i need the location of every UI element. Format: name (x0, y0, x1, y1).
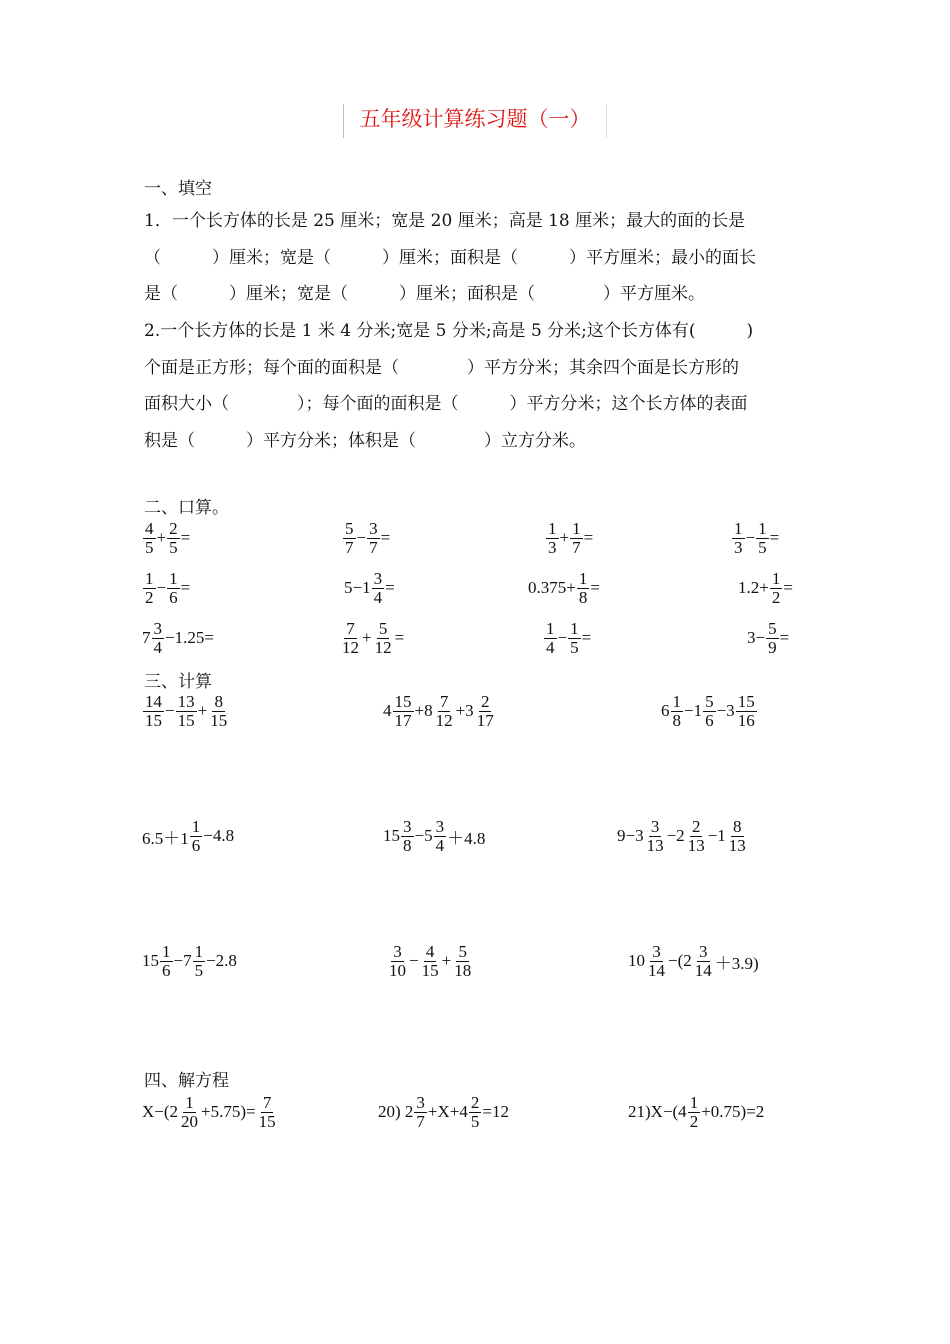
numerator: 3 (403, 817, 412, 836)
fraction (152, 620, 165, 657)
numerator: 5 (458, 942, 467, 961)
numerator: 1 (758, 519, 767, 538)
calculation-problem (142, 693, 230, 730)
numerator: 1 (185, 1093, 194, 1112)
numerator: 4 (145, 519, 154, 538)
denominator: 4 (153, 637, 162, 657)
expression-text: = (769, 528, 780, 548)
expression-text: −7 (173, 951, 192, 971)
fraction (703, 693, 716, 730)
fraction (756, 520, 769, 557)
fraction (469, 1094, 482, 1131)
question-1-line: 是（ ）厘米；宽是（ ）厘米；面积是（ ）平方厘米。 (144, 284, 705, 304)
fraction (340, 620, 361, 657)
expression-text: 4 (383, 701, 392, 721)
denominator: 15 (210, 710, 228, 730)
denominator: 13 (728, 835, 746, 855)
numerator: 8 (214, 692, 223, 711)
calculation-problem (661, 693, 758, 730)
denominator: 10 (389, 960, 406, 980)
fraction (143, 520, 156, 557)
expression-text: +8 (414, 701, 433, 721)
expression-text: 6.5＋1 (142, 828, 189, 848)
fraction (176, 693, 197, 730)
expression-text: − (356, 528, 367, 548)
mental-math-problem (747, 620, 789, 657)
mental-math-problem (543, 620, 591, 657)
expression-text: 15 (142, 951, 159, 971)
denominator: 13 (687, 835, 705, 855)
fraction (766, 620, 779, 657)
fraction (434, 693, 455, 730)
denominator: 7 (572, 537, 581, 557)
fraction (160, 943, 173, 980)
expression-text: 6 (661, 701, 670, 721)
mental-math-problem (545, 520, 593, 557)
numerator: 5 (705, 692, 714, 711)
denominator: 15 (421, 960, 439, 980)
fraction (770, 570, 783, 607)
numerator: 7 (346, 619, 355, 638)
mental-math-problem (731, 520, 779, 557)
numerator: 5 (378, 619, 388, 638)
fraction (546, 520, 559, 557)
expression-text: − (557, 628, 568, 648)
denominator: 18 (454, 960, 472, 980)
numerator: 2 (470, 1093, 480, 1112)
numerator: 1 (162, 942, 171, 961)
fraction (143, 693, 164, 730)
denominator: 17 (394, 710, 412, 730)
section-fill-blank-heading: 一、填空 (144, 179, 212, 199)
calculation-problem (386, 943, 474, 980)
expression-text: = (581, 628, 592, 648)
expression-text: X−(2 (142, 1102, 179, 1122)
fraction (167, 520, 180, 557)
fraction (475, 693, 496, 730)
denominator: 16 (737, 710, 755, 730)
fraction (671, 693, 684, 730)
question-1 (144, 203, 814, 313)
fraction (688, 1094, 701, 1131)
fraction (208, 693, 229, 730)
numerator: 3 (650, 817, 660, 836)
expression-text: − (745, 528, 756, 548)
numerator: 2 (691, 817, 701, 836)
expression-text: + (362, 628, 372, 648)
fraction (577, 570, 590, 607)
fraction (367, 520, 380, 557)
numerator: 3 (435, 817, 445, 836)
denominator: 4 (373, 587, 383, 607)
expression-text: = (380, 528, 391, 548)
denominator: 4 (546, 637, 555, 657)
fraction (727, 818, 748, 855)
denominator: 15 (258, 1111, 276, 1131)
denominator: 7 (369, 537, 378, 557)
numerator: 3 (699, 942, 708, 961)
mental-math-problem (738, 570, 793, 607)
expression-text: −1 (684, 701, 703, 721)
mental-math-problem (342, 520, 390, 557)
expression-text: ＋4.8 (447, 828, 486, 848)
numerator: 3 (369, 519, 378, 538)
denominator: 13 (646, 835, 664, 855)
expression-text: + (559, 528, 570, 548)
question-2 (144, 313, 814, 459)
expression-text: = (590, 578, 600, 598)
denominator: 5 (470, 1111, 480, 1131)
numerator: 2 (169, 519, 178, 538)
section-calculation-heading: 三、计算 (144, 672, 212, 692)
expression-text: −1.25= (165, 628, 214, 648)
denominator: 14 (648, 960, 665, 980)
equation-problem (628, 1094, 764, 1131)
expression-text: −3 (716, 701, 735, 721)
numerator: 1 (191, 817, 201, 836)
denominator: 7 (345, 537, 354, 557)
denominator: 6 (162, 960, 171, 980)
expression-text: =12 (482, 1102, 509, 1122)
denominator: 2 (689, 1111, 699, 1131)
mental-math-problem (142, 620, 214, 657)
question-2-line: 2.一个长方体的长是 1 米 4 分米;宽是 5 分米;高是 5 分米;这个长方体有( ) (144, 321, 754, 341)
denominator: 12 (374, 637, 392, 657)
expression-text: = (394, 628, 405, 648)
expression-text: 20) 2 (378, 1102, 414, 1122)
denominator: 17 (476, 710, 494, 730)
denominator: 6 (705, 710, 714, 730)
expression-text: 9−3 (617, 826, 644, 846)
fraction (373, 620, 394, 657)
fraction (732, 520, 745, 557)
expression-text: − (165, 701, 175, 721)
numerator: 1 (734, 519, 743, 538)
numerator: 1 (548, 519, 557, 538)
denominator: 5 (145, 537, 154, 557)
question-2-line: 积是（ ）平方分米；体积是（ ）立方分米。 (144, 430, 586, 451)
expression-text: 5−1 (344, 578, 371, 598)
question-2-line: 个面是正方形；每个面的面积是（ ）平方分米；其余四个面是长方形的 (144, 357, 739, 378)
numerator: 15 (737, 692, 755, 711)
numerator: 3 (416, 1093, 425, 1112)
expression-text: + (441, 951, 452, 971)
fraction (686, 818, 707, 855)
section-mental-math-heading: 二、口算。 (144, 498, 229, 518)
denominator: 9 (768, 637, 777, 657)
calculation-problem (383, 693, 497, 730)
denominator: 8 (403, 835, 412, 855)
fraction (393, 693, 414, 730)
denominator: 8 (578, 587, 588, 607)
numerator: 1 (570, 619, 579, 638)
fraction (414, 1094, 427, 1131)
equation-problem (378, 1094, 509, 1131)
denominator: 5 (758, 537, 767, 557)
fraction (570, 520, 583, 557)
expression-text: 1.2+ (738, 578, 769, 598)
numerator: 3 (652, 942, 661, 961)
denominator: 5 (194, 960, 204, 980)
fraction (544, 620, 557, 657)
expression-text: +X+4 (427, 1102, 468, 1122)
mental-math-problem (142, 570, 190, 607)
denominator: 6 (169, 587, 178, 607)
fraction (257, 1094, 278, 1131)
expression-text: 3− (747, 628, 766, 648)
page-title: 五年级计算练习题（一） (343, 104, 607, 138)
expression-text: = (583, 528, 594, 548)
denominator: 4 (435, 835, 445, 855)
denominator: 8 (672, 710, 681, 730)
expression-text: 0.375+ (528, 578, 576, 598)
numerator: 14 (145, 692, 162, 711)
expression-text: + (197, 701, 208, 721)
fraction (645, 818, 666, 855)
expression-text: = (180, 578, 191, 598)
expression-text: +0.75)=2 (701, 1102, 765, 1122)
fraction (434, 818, 447, 855)
denominator: 6 (191, 835, 201, 855)
fraction (343, 520, 356, 557)
fraction (190, 818, 203, 855)
expression-text: = (783, 578, 793, 598)
calculation-problem (142, 943, 237, 980)
denominator: 15 (177, 710, 195, 730)
expression-text: 21)X−(4 (628, 1102, 687, 1122)
mental-math-problem (339, 620, 404, 657)
numerator: 1 (194, 942, 204, 961)
expression-text: + (156, 528, 167, 548)
expression-text: −1 (707, 826, 726, 846)
numerator: 13 (177, 692, 195, 711)
calculation-problem (383, 818, 485, 855)
expression-text: −2.8 (206, 951, 237, 971)
expression-text: −2 (666, 826, 685, 846)
fraction (401, 818, 414, 855)
fraction (452, 943, 473, 980)
numerator: 1 (689, 1093, 699, 1112)
expression-text: − (156, 578, 167, 598)
numerator: 5 (768, 619, 777, 638)
numerator: 3 (153, 619, 162, 638)
question-1-line: 1．一个长方体的长是 25 厘米；宽是 20 厘米；高是 18 厘米；最大的面的长是 (144, 211, 746, 231)
denominator: 3 (548, 537, 557, 557)
expression-text: − (409, 951, 419, 971)
denominator: 5 (169, 537, 178, 557)
expression-text: −5 (414, 826, 433, 846)
question-1-line: （ ）厘米；宽是（ ）厘米；面积是（ ）平方厘米；最小的面长 (144, 247, 756, 268)
denominator: 7 (416, 1111, 425, 1131)
expression-text: 10 (628, 951, 645, 971)
numerator: 3 (393, 942, 402, 961)
fraction (646, 943, 667, 980)
denominator: 15 (145, 710, 162, 730)
numerator: 7 (262, 1093, 272, 1112)
numerator: 15 (394, 692, 412, 711)
fraction (143, 570, 156, 607)
fraction (420, 943, 441, 980)
numerator: 1 (578, 569, 588, 588)
expression-text: ＋3.9) (714, 953, 759, 973)
mental-math-problem (142, 520, 190, 557)
section-equations-heading: 四、解方程 (144, 1071, 229, 1091)
denominator: 12 (435, 710, 453, 730)
numerator: 2 (480, 692, 490, 711)
numerator: 7 (439, 692, 449, 711)
fraction (167, 570, 180, 607)
equation-problem (142, 1094, 279, 1131)
numerator: 1 (145, 569, 154, 588)
expression-text: = (385, 578, 395, 598)
numerator: 5 (345, 519, 354, 538)
numerator: 1 (672, 692, 681, 711)
denominator: 14 (694, 960, 712, 980)
question-2-line: 面积大小（ ）；每个面的面积是（ ）平方分米；这个长方体的表面 (144, 394, 748, 414)
denominator: 2 (771, 587, 781, 607)
expression-text: 15 (383, 826, 400, 846)
numerator: 1 (169, 569, 178, 588)
fraction (736, 693, 757, 730)
numerator: 3 (373, 569, 383, 588)
fraction (693, 943, 714, 980)
fraction (568, 620, 581, 657)
expression-text: −4.8 (203, 826, 235, 846)
calculation-problem (628, 943, 759, 980)
numerator: 1 (572, 519, 581, 538)
numerator: 1 (771, 569, 781, 588)
mental-math-problem (344, 570, 395, 607)
expression-text: +3 (455, 701, 474, 721)
numerator: 4 (425, 942, 435, 961)
mental-math-problem (528, 570, 600, 607)
calculation-problem (617, 818, 749, 855)
fraction (193, 943, 206, 980)
numerator: 1 (546, 619, 555, 638)
fraction (179, 1094, 200, 1131)
numerator: 8 (733, 817, 742, 836)
denominator: 5 (570, 637, 579, 657)
denominator: 3 (734, 537, 743, 557)
denominator: 12 (342, 637, 359, 657)
expression-text: 7 (142, 628, 151, 648)
denominator: 2 (145, 587, 154, 607)
denominator: 20 (181, 1111, 199, 1131)
expression-text: = (779, 628, 790, 648)
expression-text: +5.75)= (201, 1102, 256, 1122)
fraction (372, 570, 385, 607)
calculation-problem (142, 818, 234, 855)
expression-text: −(2 (668, 951, 692, 971)
fraction (387, 943, 408, 980)
expression-text: = (180, 528, 191, 548)
